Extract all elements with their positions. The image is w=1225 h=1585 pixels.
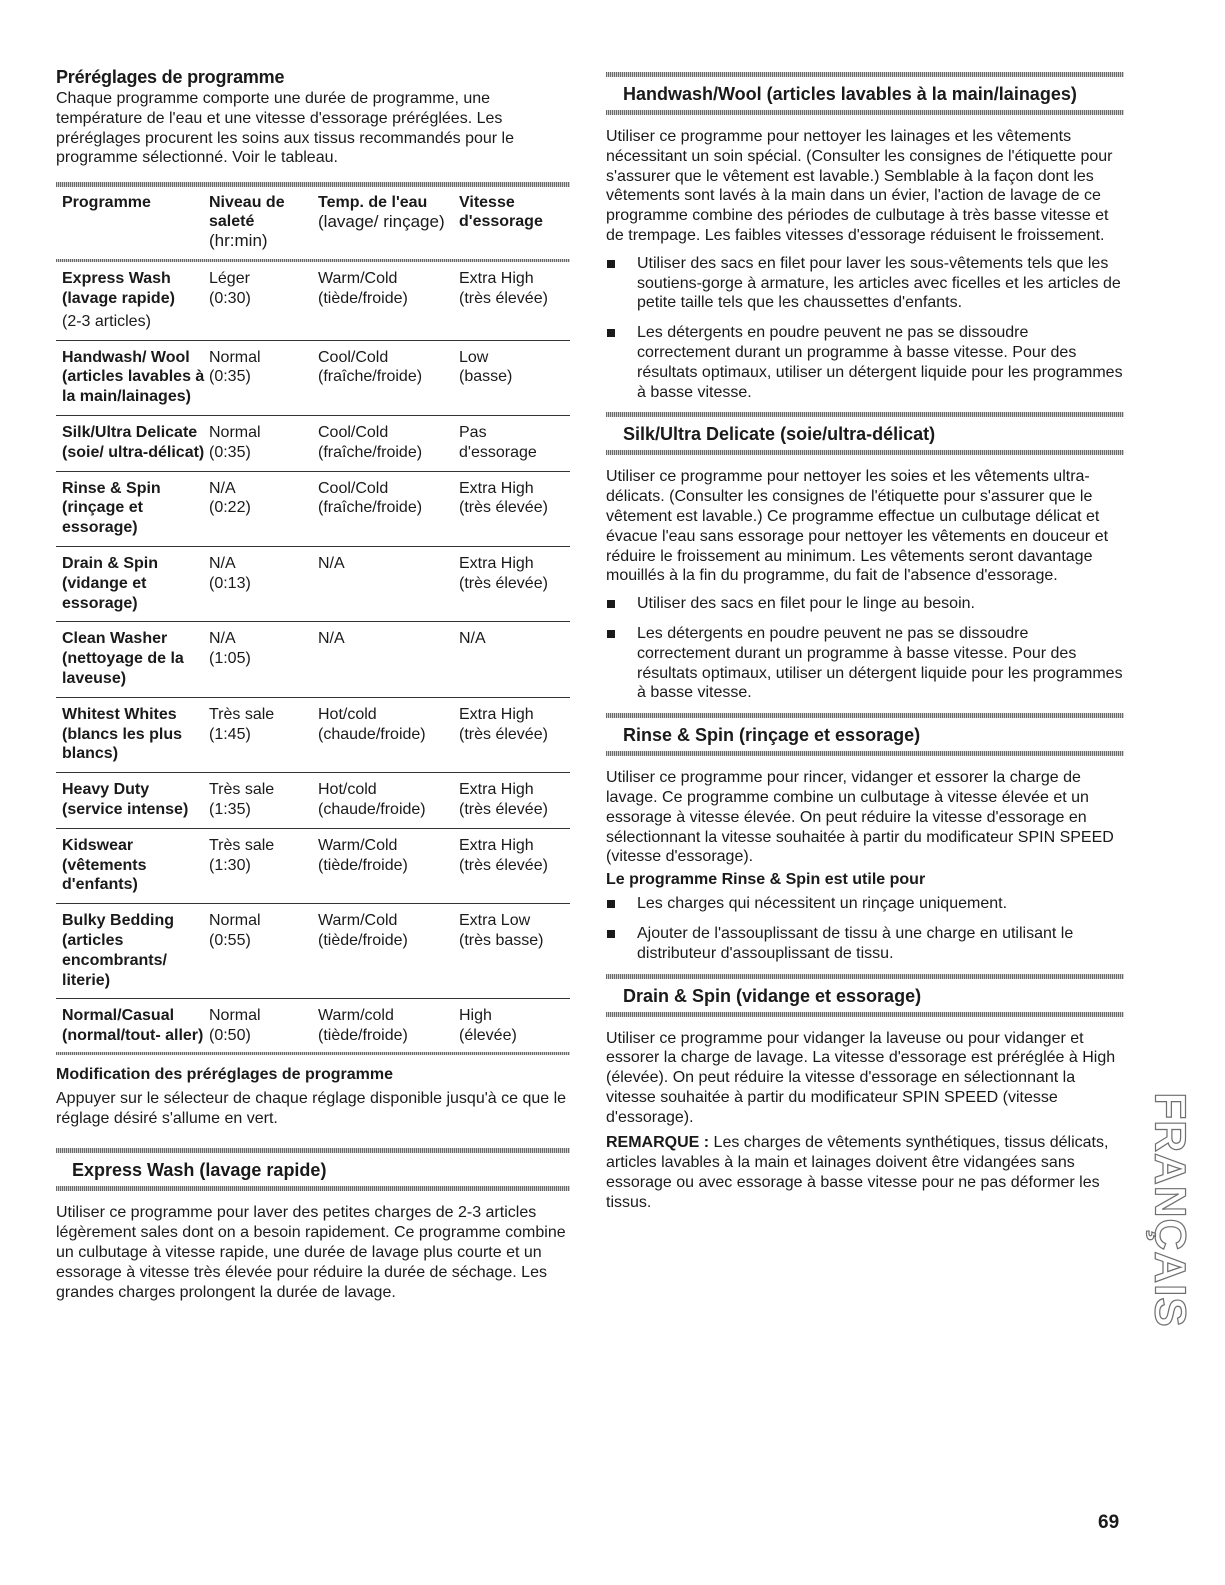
spin-cell: [459, 1006, 570, 1046]
soil-cell: [209, 554, 318, 613]
header-spin: Vitesse d'essorage: [459, 194, 543, 231]
spin-speed: High: [459, 1007, 492, 1025]
duration: (1:05): [209, 650, 251, 668]
language-side-tab-label: FRANÇAIS: [1146, 1091, 1196, 1328]
programme-cell: [56, 348, 209, 407]
table-row: [56, 904, 570, 999]
water-temp: Cool/Cold: [318, 423, 389, 441]
spin-cell: [459, 348, 570, 407]
presets-table: [56, 182, 570, 1055]
temp-cell: [318, 479, 459, 538]
spin-speed-fr: (très élevée): [459, 856, 548, 874]
silk-bullets: [606, 594, 1124, 703]
programme-name: Rinse & Spin (rinçage et essorage): [62, 479, 161, 537]
page-number: 69: [1098, 1512, 1120, 1533]
spin-speed: N/A: [459, 630, 486, 648]
remarque-text: Les charges de vêtements synthétiques, tissus délicats, articles lavables à la main et lainages doivent être vidangées sans essorage ou avec essorage à basse vitesse pour ne pas déformer les tissus.: [606, 1134, 1109, 1211]
spin-cell: [459, 554, 570, 613]
programme-name: Whitest Whites (blancs les plus blancs): [62, 705, 183, 763]
bullet-item: Les charges qui nécessitent un rinçage uniquement.: [606, 894, 1124, 914]
programme-name: Drain & Spin (vidange et essorage): [62, 554, 159, 612]
temp-cell: [318, 836, 459, 895]
water-temp-fr: (chaude/froide): [318, 800, 426, 818]
temp-cell: [318, 780, 459, 820]
rinse-subhead: Le programme Rinse & Spin est utile pour: [606, 871, 926, 889]
spin-cell: [459, 836, 570, 895]
rinse-title: Rinse & Spin (rinçage et essorage): [623, 725, 921, 746]
bullet-item: Utiliser des sacs en filet pour le linge au besoin.: [606, 594, 1124, 614]
soil-level: Très sale: [209, 705, 275, 723]
left-column: [56, 66, 570, 1302]
spin-speed-fr: (élevée): [459, 1027, 517, 1045]
temp-cell: [318, 554, 459, 613]
duration: (1:30): [209, 856, 251, 874]
spin-speed: Pas: [459, 423, 487, 441]
water-temp: Warm/Cold: [318, 836, 398, 854]
programme-name: Handwash/ Wool (articles lavables à la main/lainages): [62, 348, 205, 406]
drain-banner: [606, 974, 1124, 1017]
water-temp: N/A: [318, 630, 345, 648]
handwash-title: Handwash/Wool (articles lavables à la main/lainages): [623, 84, 1077, 104]
duration: (0:13): [209, 574, 251, 592]
spin-speed: Extra Low: [459, 912, 531, 930]
water-temp-fr: (tiède/froide): [318, 1027, 408, 1045]
table-row: [56, 622, 570, 697]
header-soil-sub: (hr:min): [209, 231, 268, 251]
spin-cell: [459, 269, 570, 331]
programme-name: Bulky Bedding (articles encombrants/ literie): [62, 912, 175, 989]
spin-speed: Extra High: [459, 554, 534, 572]
banner-bottom-rule: [606, 450, 1124, 455]
programme-cell: [56, 269, 209, 331]
soil-level: N/A: [209, 554, 236, 572]
temp-cell: [318, 1006, 459, 1046]
spin-cell: [459, 780, 570, 820]
table-row: [56, 773, 570, 829]
remarque-paragraph: [606, 1133, 1124, 1212]
soil-cell: [209, 911, 318, 990]
water-temp-fr: (fraîche/froide): [318, 499, 423, 517]
banner-bottom-rule: [606, 1012, 1124, 1017]
rinse-bullets: [606, 894, 1124, 963]
spin-cell: [459, 629, 570, 688]
soil-cell: [209, 348, 318, 407]
water-temp: Warm/cold: [318, 1007, 394, 1025]
water-temp: Cool/Cold: [318, 348, 389, 366]
spin-speed-fr: (très basse): [459, 931, 544, 949]
soil-level: Très sale: [209, 836, 275, 854]
programme-name: Express Wash (lavage rapide): [62, 270, 175, 307]
soil-cell: [209, 705, 318, 764]
programme-cell: [56, 554, 209, 613]
soil-level: Très sale: [209, 781, 275, 799]
soil-cell: [209, 836, 318, 895]
table-bottom-rule: [56, 1052, 570, 1055]
programme-cell: [56, 911, 209, 990]
spin-speed: Low: [459, 348, 489, 366]
water-temp: Warm/Cold: [318, 912, 398, 930]
soil-cell: [209, 423, 318, 463]
temp-cell: [318, 269, 459, 331]
table-row: [56, 829, 570, 904]
rinse-banner: [606, 713, 1124, 756]
language-side-tab: [1146, 1082, 1196, 1337]
programme-cell: [56, 836, 209, 895]
table-row: [56, 472, 570, 547]
spin-cell: [459, 911, 570, 990]
programme-cell: [56, 1006, 209, 1046]
duration: (0:35): [209, 443, 251, 461]
water-temp-fr: (fraîche/froide): [318, 443, 423, 461]
bullet-item: Utiliser des sacs en filet pour laver les sous-vêtements tels que les soutiens-gorge à armature, les articles avec ficelles et les articles de petite taille tels que les chaussettes d'enfants.: [606, 254, 1124, 313]
express-banner: [56, 1148, 570, 1191]
header-temp-sub: (lavage/ rinçage): [318, 212, 445, 232]
silk-banner: [606, 412, 1124, 455]
water-temp-fr: (tiède/froide): [318, 289, 408, 307]
spin-speed: Extra High: [459, 836, 534, 854]
express-text: Utiliser ce programme pour laver des petites charges de 2-3 articles légèrement sales dont on a besoin rapidement. Ce programme combine un culbutage à vitesse rapide, une durée de lavage plus courte et un essorage à vitesse très élevée pour réduire la durée de séchage. Les grandes charges prolongent la durée de lavage.: [56, 1204, 566, 1301]
spin-speed-fr: (très élevée): [459, 725, 548, 743]
temp-cell: [318, 629, 459, 688]
duration: (0:35): [209, 368, 251, 386]
soil-level: Normal: [209, 912, 261, 930]
table-header: [56, 187, 570, 259]
banner-bottom-rule: [606, 751, 1124, 756]
temp-cell: [318, 911, 459, 990]
programme-extra: (2-3 articles): [62, 312, 151, 330]
spin-cell: [459, 705, 570, 764]
spin-speed: Extra High: [459, 781, 534, 799]
spin-speed: Extra High: [459, 479, 534, 497]
soil-cell: [209, 780, 318, 820]
programme-name: Clean Washer (nettoyage de la laveuse): [62, 630, 184, 687]
water-temp-fr: (tiède/froide): [318, 856, 408, 874]
header-temp: [318, 193, 459, 251]
table-row: [56, 341, 570, 416]
presets-intro: Chaque programme comporte une durée de programme, une température de l'eau et une vitesse d'essorage préréglées. Les préréglages procurent les soins aux tissus recommandés pour le programme sélectionné. Voir le tableau.: [56, 90, 515, 167]
duration: (0:30): [209, 289, 251, 307]
handwash-text: Utiliser ce programme pour nettoyer les lainages et les vêtements nécessitant un soin spécial. (Consulter les consignes de l'étiquette pour s'assurer que le vêtement est lavable.) Semblable à la façon dont les vêtements sont lavés à la main dans un évier, l'action de lavage de ce programme combine des périodes de culbutage à très basse vitesse et de trempage. Les faibles vitesses d'essorage réduisent le froissement.: [606, 128, 1113, 244]
header-soil: [209, 193, 318, 251]
water-temp: Warm/Cold: [318, 270, 398, 288]
banner-bottom-rule: [606, 110, 1124, 115]
soil-cell: [209, 479, 318, 538]
programme-name: Heavy Duty (service intense): [62, 781, 189, 818]
spin-speed: Extra High: [459, 270, 534, 288]
programme-cell: [56, 705, 209, 764]
table-row: [56, 547, 570, 622]
spin-cell: [459, 423, 570, 463]
drain-text: Utiliser ce programme pour vidanger la laveuse ou pour vidanger et essorer la charge de lavage. La vitesse d'essorage est préréglée à High (élevée). On peut réduire la vitesse d'essorage en sélectionnant la vitesse souhaitée à partir du modificateur SPIN SPEED (vitesse d'essorage).: [606, 1029, 1116, 1126]
remarque-label: REMARQUE :: [606, 1134, 710, 1152]
temp-cell: [318, 348, 459, 407]
table-row: [56, 999, 570, 1052]
duration: (0:55): [209, 931, 251, 949]
water-temp-fr: (chaude/froide): [318, 725, 426, 743]
table-row: [56, 416, 570, 472]
water-temp: N/A: [318, 554, 345, 572]
spin-speed-fr: d'essorage: [459, 443, 537, 461]
duration: (0:22): [209, 499, 251, 517]
handwash-bullets: [606, 254, 1124, 403]
spin-cell: [459, 479, 570, 538]
duration: (0:50): [209, 1027, 251, 1045]
right-column: [606, 72, 1124, 1213]
spin-speed: Extra High: [459, 705, 534, 723]
water-temp-fr: (fraîche/froide): [318, 368, 423, 386]
header-temp-label: Temp. de l'eau: [318, 194, 428, 212]
modif-title: Modification des préréglages de programme: [56, 1065, 393, 1083]
programme-cell: [56, 479, 209, 538]
presets-title: Préréglages de programme: [56, 67, 285, 87]
soil-level: Normal: [209, 1007, 261, 1025]
table-body: [56, 262, 570, 1052]
soil-level: N/A: [209, 479, 236, 497]
silk-text: Utiliser ce programme pour nettoyer les soies et les vêtements ultra-délicats. (Consulter les consignes de l'étiquette pour s'assurer que le vêtement est lavable.) Ce programme effectue un culbutage délicat et évacue l'eau sans essorage pour nettoyer les vêtements en douceur et réduire le froissement au minimum. Les vêtements seront davantage mouillés à la fin du programme, du fait de l'absence d'essorage.: [606, 468, 1109, 585]
soil-cell: [209, 269, 318, 331]
table-row: [56, 262, 570, 340]
express-title: Express Wash (lavage rapide): [72, 1160, 327, 1181]
spin-speed-fr: (très élevée): [459, 800, 548, 818]
table-row: [56, 698, 570, 773]
temp-cell: [318, 423, 459, 463]
soil-cell: [209, 1006, 318, 1046]
soil-level: N/A: [209, 630, 236, 648]
rinse-text: Utiliser ce programme pour rincer, vidanger et essorer la charge de lavage. Ce programme combine un culbutage à vitesse élevée et un essorage à vitesse élevée. On peut réduire la vitesse d'essorage en sélectionnant la vitesse souhaitée à partir du modificateur SPIN SPEED (vitesse d'essorage).: [606, 769, 1114, 866]
programme-cell: [56, 629, 209, 688]
duration: (1:45): [209, 725, 251, 743]
header-soil-label: Niveau de saleté: [209, 194, 285, 231]
header-programme: Programme: [62, 194, 151, 212]
bullet-item: Ajouter de l'assouplissant de tissu à une charge en utilisant le distributeur d'assouplissant de tissu.: [606, 924, 1124, 964]
water-temp: Hot/cold: [318, 705, 377, 723]
soil-level: Léger: [209, 270, 250, 288]
temp-cell: [318, 705, 459, 764]
spin-speed-fr: (très élevée): [459, 499, 548, 517]
drain-title: Drain & Spin (vidange et essorage): [623, 985, 922, 1006]
programme-cell: [56, 423, 209, 463]
soil-level: Normal: [209, 348, 261, 366]
soil-level: Normal: [209, 423, 261, 441]
programme-name: Normal/Casual (normal/tout- aller): [62, 1007, 204, 1045]
programme-name: Silk/Ultra Delicate (soie/ ultra-délicat): [62, 423, 205, 461]
soil-cell: [209, 629, 318, 688]
water-temp: Hot/cold: [318, 781, 377, 799]
duration: (1:35): [209, 800, 251, 818]
spin-speed-fr: (très élevée): [459, 574, 548, 592]
programme-cell: [56, 780, 209, 820]
programme-name: Kidswear (vêtements d'enfants): [62, 836, 147, 894]
spin-speed-fr: (basse): [459, 368, 513, 386]
water-temp: Cool/Cold: [318, 479, 389, 497]
handwash-banner: [606, 72, 1124, 115]
banner-bottom-rule: [56, 1186, 570, 1191]
modif-text: Appuyer sur le sélecteur de chaque réglage disponible jusqu'à ce que le réglage désiré s'allume en vert.: [56, 1089, 567, 1127]
bullet-item: Les détergents en poudre peuvent ne pas se dissoudre correctement durant un programme à basse vitesse. Pour des résultats optimaux, utiliser un détergent liquide pour les programmes à basse vitesse.: [606, 323, 1124, 402]
silk-title: Silk/Ultra Delicate (soie/ultra-délicat): [623, 424, 936, 445]
water-temp-fr: (tiède/froide): [318, 931, 408, 949]
bullet-item: Les détergents en poudre peuvent ne pas se dissoudre correctement durant un programme à basse vitesse. Pour des résultats optimaux, utiliser un détergent liquide pour les programmes à basse vitesse.: [606, 624, 1124, 703]
spin-speed-fr: (très élevée): [459, 289, 548, 307]
